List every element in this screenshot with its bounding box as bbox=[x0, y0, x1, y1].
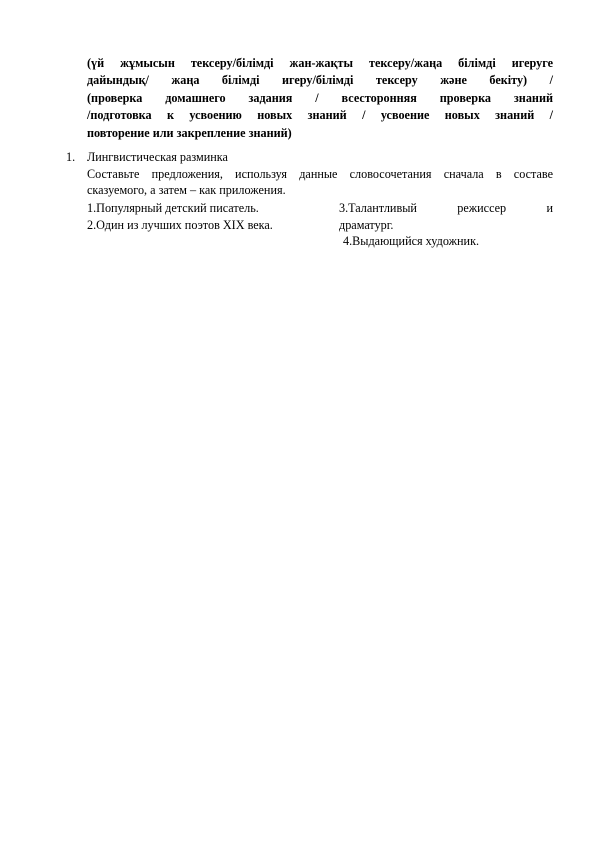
stage-note-line: (проверка домашнего задания / всесторонняя проверка знаний bbox=[87, 90, 553, 105]
examples-right-column bbox=[339, 200, 553, 250]
example-phrase: драматург. bbox=[339, 217, 394, 232]
example-phrase: 1.Популярный детский писатель. bbox=[87, 201, 259, 215]
stage-note-line: повторение или закрепление знаний) bbox=[87, 125, 292, 140]
list-item-number: 1. bbox=[66, 150, 76, 164]
stage-note-line: (үй жұмысын тексеру/білімді жан-жақты тексеру/жаңа білімді игеруге bbox=[87, 56, 553, 70]
stage-note-line: /подготовка к усвоению новых знаний / усвоение новых знаний / bbox=[87, 108, 553, 123]
examples-left-column bbox=[87, 200, 317, 233]
example-phrase: 2.Один из лучших поэтов XIX века. bbox=[87, 217, 273, 232]
example-phrase: 3.Талантливый режиссер и bbox=[339, 201, 553, 215]
list-item-title: Лингвистическая разминка bbox=[87, 150, 228, 164]
task-instruction bbox=[87, 166, 553, 199]
example-phrase: 4.Выдающийся художник. bbox=[343, 234, 480, 249]
task-line: сказуемого, а затем – как приложения. bbox=[87, 183, 286, 198]
task-line: Составьте предложения, используя данные словосочетания сначала в составе bbox=[87, 166, 553, 181]
stage-note-line: дайындық/ жаңа білімді игеру/білімді тексеру және бекіту) / bbox=[87, 73, 553, 88]
lesson-stage-note bbox=[87, 55, 553, 142]
